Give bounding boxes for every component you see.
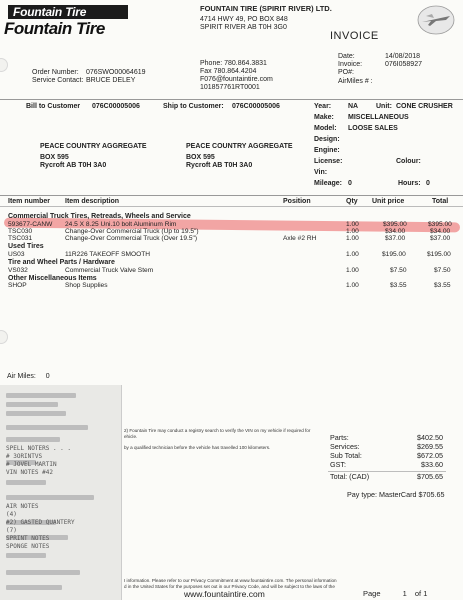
invoice-value: 076I058927 bbox=[385, 61, 422, 69]
total-value: $705.65 bbox=[417, 472, 443, 481]
item-description: Commercial Truck Valve Stem bbox=[65, 267, 154, 274]
service-contact-value: BRUCE DELEY bbox=[85, 77, 136, 84]
services-value: $269.55 bbox=[417, 442, 443, 451]
make-label: Make: bbox=[314, 114, 334, 121]
receipt-line bbox=[6, 393, 76, 398]
item-position: Axle #2 RH bbox=[283, 235, 317, 242]
section-title-row bbox=[0, 259, 463, 267]
invoice-label: Invoice: bbox=[338, 61, 363, 69]
line-items-body bbox=[0, 210, 463, 290]
receipt-text-2 bbox=[6, 503, 75, 551]
item-unit-price: $3.55 bbox=[390, 282, 407, 289]
pay-type: Pay type: MasterCard $705.65 bbox=[347, 490, 445, 499]
line-items-header bbox=[0, 195, 463, 207]
item-qty: 1.00 bbox=[346, 228, 359, 235]
bill-to-address bbox=[40, 143, 147, 170]
parts-value: $402.50 bbox=[417, 433, 443, 442]
company-name: FOUNTAIN TIRE (SPIRIT RIVER) LTD. bbox=[200, 4, 332, 13]
invoice-meta bbox=[338, 53, 458, 86]
receipt-line bbox=[6, 553, 46, 558]
item-total: $3.55 bbox=[434, 282, 451, 289]
receipt-text-line: VIN NOTES #42 bbox=[6, 469, 53, 476]
company-gst-number: 101857761RT0001 bbox=[200, 84, 260, 91]
air-miles-label: Air Miles: bbox=[7, 373, 36, 380]
airmiles-label: AirMiles # : bbox=[338, 77, 373, 85]
ship-to-name: PEACE COUNTRY AGGREGATE bbox=[186, 143, 293, 150]
item-qty: 1.00 bbox=[346, 221, 359, 228]
header-total: Total bbox=[432, 198, 449, 205]
total-label: Total: (CAD) bbox=[330, 472, 370, 481]
mileage-label: Mileage: bbox=[314, 180, 343, 187]
section-title: Used Tires bbox=[8, 243, 44, 250]
table-row bbox=[0, 235, 463, 243]
po-label: PO#: bbox=[338, 69, 354, 77]
privacy-line: I information. Please refer to our Privacy Commitment at www.fountaintire.com. The personal information bbox=[124, 578, 337, 583]
page-number: 1 bbox=[402, 589, 407, 598]
order-number-value: 076SWO00064619 bbox=[85, 69, 146, 76]
ship-to-address bbox=[186, 143, 293, 170]
ship-to-addr2: Rycroft AB T0H 3A0 bbox=[186, 162, 253, 169]
ship-to-code: 076C00005006 bbox=[232, 103, 280, 110]
header-unit-price: Unit price bbox=[372, 198, 405, 205]
item-total: $395.00 bbox=[428, 221, 452, 228]
header-item-description: Item description bbox=[65, 198, 120, 205]
item-qty: 1.00 bbox=[346, 251, 359, 258]
subtotal-value: $672.05 bbox=[417, 451, 443, 460]
website-url: www.fountaintire.com bbox=[184, 589, 265, 599]
company-fax: Fax 780.864.4204 bbox=[200, 68, 257, 75]
item-total: $34.00 bbox=[430, 228, 451, 235]
mileage-value: 0 bbox=[348, 180, 352, 187]
colour-label: Colour: bbox=[396, 158, 421, 165]
table-row bbox=[0, 282, 463, 290]
receipt-line bbox=[6, 402, 58, 407]
item-number: SHOP bbox=[8, 282, 27, 289]
date-label: Date: bbox=[338, 53, 355, 60]
item-description: Shop Supplies bbox=[65, 282, 108, 289]
item-description: Change-Over Commercial Truck (Over 19.5") bbox=[65, 235, 198, 242]
header-qty: Qty bbox=[346, 198, 358, 205]
page-label: Page bbox=[363, 589, 381, 598]
hours-value: 0 bbox=[426, 180, 430, 187]
item-total: $37.00 bbox=[430, 235, 451, 242]
item-unit-price: $34.00 bbox=[385, 228, 406, 235]
item-description: 24.5 X 8.25 Uni.10 bolt Aluminum Rim bbox=[65, 221, 177, 228]
receipt-line bbox=[6, 570, 80, 575]
hours-label: Hours: bbox=[398, 180, 421, 187]
header-item-number: Item number bbox=[8, 198, 51, 205]
ship-to-label: Ship to Customer: bbox=[163, 103, 224, 110]
document-title: INVOICE bbox=[330, 30, 379, 42]
item-description: 11R226 TAKEOFF SMOOTH bbox=[65, 251, 151, 258]
item-number: 593677-CANW bbox=[8, 221, 53, 228]
item-number: US03 bbox=[8, 251, 25, 258]
parts-label: Parts: bbox=[330, 433, 349, 442]
item-total: $7.50 bbox=[434, 267, 451, 274]
air-miles-value: 0 bbox=[45, 373, 50, 380]
logo-text-bottom: Fountain Tire bbox=[4, 19, 105, 38]
services-label: Services: bbox=[330, 442, 360, 451]
unit-value: CONE CRUSHER bbox=[396, 103, 453, 110]
receipt-text-line: (4) bbox=[6, 511, 17, 518]
bill-to-addr2: Rycroft AB T0H 3A0 bbox=[40, 162, 107, 169]
section-title-row bbox=[0, 243, 463, 251]
item-qty: 1.00 bbox=[346, 235, 359, 242]
bill-to-label: Bill to Customer bbox=[26, 103, 81, 110]
service-contact-label: Service Contact: bbox=[32, 77, 84, 84]
receipt-text-line: AIR NOTES bbox=[6, 503, 39, 510]
vin-label: Vin: bbox=[314, 169, 328, 176]
bill-to-addr1: BOX 595 bbox=[40, 154, 69, 161]
receipt-line bbox=[6, 425, 88, 430]
license-label: License: bbox=[314, 158, 343, 165]
subtotal-label: Sub Total: bbox=[330, 451, 362, 460]
terms-line: ehicle. bbox=[124, 434, 138, 439]
terms-line: by a qualified technician before the vehicle has travelled 100 kilometers. bbox=[124, 445, 271, 450]
company-email: F076@fountaintire.com bbox=[200, 76, 273, 83]
date-value: 14/08/2018 bbox=[385, 53, 421, 60]
item-qty: 1.00 bbox=[346, 282, 359, 289]
item-unit-price: $195.00 bbox=[382, 251, 406, 258]
receipt-text-line: (7) bbox=[6, 527, 17, 534]
order-number-label: Order Number: bbox=[32, 69, 79, 76]
receipt-text-line: SPRINT NOTES bbox=[6, 535, 50, 542]
gst-value: $33.60 bbox=[421, 460, 443, 469]
totals-block bbox=[0, 434, 463, 504]
logo-text-top: Fountain Tire bbox=[8, 5, 128, 19]
airplane-emblem-icon bbox=[416, 4, 456, 36]
item-qty: 1.00 bbox=[346, 267, 359, 274]
gst-label: GST: bbox=[330, 460, 346, 469]
receipt-text-line: SPELL NOTERS . . . bbox=[6, 445, 72, 452]
receipt-line bbox=[6, 411, 66, 416]
item-unit-price: $7.50 bbox=[390, 267, 407, 274]
page-indicator bbox=[363, 589, 427, 598]
year-label: Year: bbox=[314, 103, 332, 110]
privacy-line: d in the United States for the purposes set out in our Privacy Code, and will be subject to the laws of the bbox=[124, 584, 335, 589]
vehicle-info bbox=[314, 103, 462, 191]
receipt-text-line: #2) GASTED QUANTERY bbox=[6, 519, 75, 526]
punch-hole bbox=[0, 58, 8, 72]
item-number: TSC030 bbox=[8, 228, 33, 235]
company-phone: Phone: 780.864.3831 bbox=[200, 60, 267, 67]
section-title: Other Miscellaneous Items bbox=[8, 275, 97, 282]
section-title: Tire and Wheel Parts / Hardware bbox=[8, 259, 115, 266]
company-address-1: 4714 HWY 49, PO BOX 848 bbox=[200, 16, 288, 23]
item-number: VS032 bbox=[8, 267, 28, 274]
ship-to-addr1: BOX 595 bbox=[186, 154, 215, 161]
design-label: Design: bbox=[314, 136, 340, 143]
air-miles bbox=[7, 373, 50, 380]
receipt-text-line: SPONGE NOTES bbox=[6, 543, 50, 550]
year-value: NA bbox=[348, 103, 359, 110]
section-title: Commercial Truck Tires, Retreads, Wheels and Service bbox=[8, 213, 191, 220]
table-row bbox=[0, 251, 463, 259]
make-value: MISCELLANEOUS bbox=[348, 114, 409, 121]
receipt-line bbox=[6, 585, 62, 590]
company-info bbox=[200, 5, 360, 32]
terms-line: 2) Fountain Tire may conduct a registry search to verify the VIN on my vehicle if required for bbox=[124, 428, 311, 433]
company-logo bbox=[4, 5, 164, 39]
section-title-row bbox=[0, 213, 463, 221]
order-info bbox=[32, 69, 146, 85]
item-number: TSC031 bbox=[8, 235, 33, 242]
bill-to-name: PEACE COUNTRY AGGREGATE bbox=[40, 143, 147, 150]
company-address-2: SPIRIT RIVER AB T0H 3G0 bbox=[200, 24, 287, 31]
item-total: $195.00 bbox=[427, 251, 451, 258]
model-value: LOOSE SALES bbox=[348, 125, 398, 132]
receipt-text-line: # JOVEL MARTIN bbox=[6, 461, 57, 468]
company-contact bbox=[200, 60, 273, 92]
page-of: of 1 bbox=[414, 589, 428, 598]
item-unit-price: $37.00 bbox=[385, 235, 406, 242]
item-unit-price: $395.00 bbox=[383, 221, 407, 228]
table-row bbox=[0, 267, 463, 275]
punch-hole bbox=[0, 330, 8, 344]
unit-label: Unit: bbox=[376, 103, 392, 110]
receipt-text-line: # 3ORINTVS bbox=[6, 453, 43, 460]
header-position: Position bbox=[283, 198, 311, 205]
bill-to-code: 076C00005006 bbox=[92, 103, 140, 110]
model-label: Model: bbox=[314, 125, 337, 132]
item-description: Change-Over Commercial Truck (Up to 19.5") bbox=[65, 228, 199, 235]
engine-label: Engine: bbox=[314, 147, 340, 154]
